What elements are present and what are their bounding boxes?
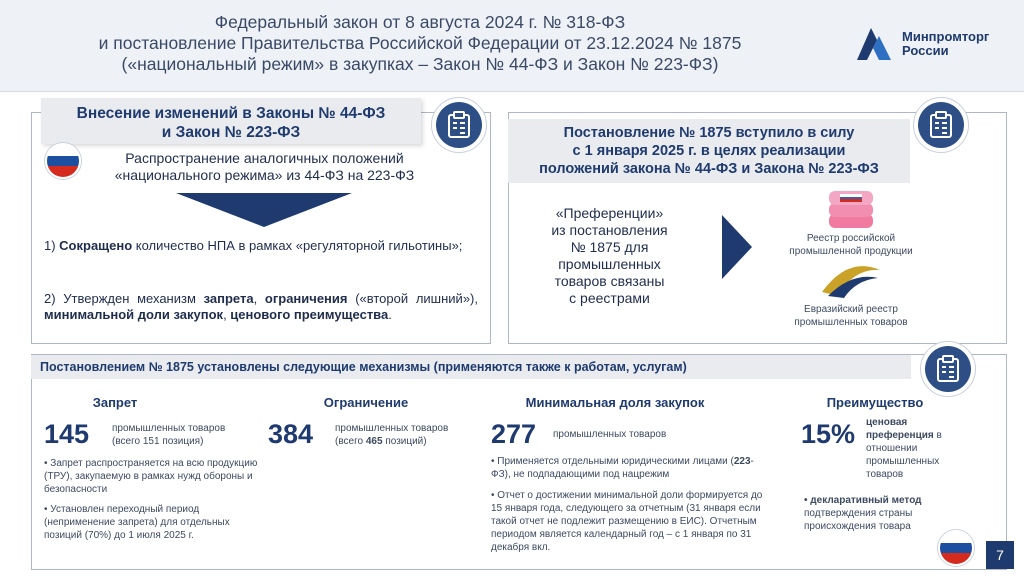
minimal-heading: Минимальная доля закупок (525, 395, 705, 410)
page-title (10, 12, 830, 75)
eaeu-emblem-icon (818, 262, 884, 300)
zapret-heading: Запрет (92, 395, 138, 410)
right-panel-badge (913, 97, 969, 153)
ogranichenie-heading: Ограничение (323, 395, 409, 410)
clipboard-icon (446, 111, 472, 139)
registry-russian-label: Реестр российской промышленной продукции (789, 233, 913, 257)
page-number: 7 (986, 541, 1014, 569)
logo-text: Минпромторг России (902, 29, 990, 58)
ogranichenie-number: 384 (268, 419, 314, 449)
minimal-bullet-1: • Применяется отдельными юридическими лицами (223-ФЗ), не подпадающими под нацрежим (491, 456, 754, 480)
list-item: 1) Сокращено количество НПА в рамках «регуляторной гильотины»; (44, 238, 463, 253)
preimushchestvo-heading: Преимущество (826, 395, 924, 410)
ogranichenie-description: промышленных товаров (всего 465 позиций) (335, 423, 449, 447)
down-arrow-icon (176, 193, 352, 227)
clipboard-icon (928, 111, 954, 139)
zapret-bullet-1: • Запрет распространяется на всю продукцию (ТРУ), закупаемую в рамках нужд обороны и безопасности (44, 458, 258, 495)
registry-stack-icon (826, 188, 876, 230)
left-panel-badge (431, 97, 487, 153)
preferences-text: «Преференции» из постановления № 1875 для промышленных товаров связаны с реестрами (551, 205, 668, 306)
title-line-1: Федеральный закон от 8 августа 2024 г. № 318-ФЗ (214, 12, 626, 32)
right-panel-title: Постановление № 1875 вступило в силу с 1 января 2025 г. в целях реализации положений закона № 44-ФЗ и Закона № 223-ФЗ (539, 125, 879, 177)
zapret-bullet-2: • Установлен переходный период (неприменение запрета) для отдельных позиций (70%) до 1 июля 2025 г. (44, 504, 230, 541)
chevron-right-icon (722, 215, 752, 279)
minimal-bullet-2: • Отчет о достижении минимальной доли формируется до 15 января года, следующего за отчетным (31 января если такой отчет не подлежит размещению в ЕИС). Отчетным периодом является календарный год – с 1 января по 31 декабря вкл. (491, 490, 763, 553)
list-item: 2) Утвержден механизм запрета, ограничения («второй лишний»), минимальной доли закупок, ценового преимущества. (44, 291, 478, 322)
left-panel-subtitle: Распространение аналогичных положений «национального режима» из 44-ФЗ на 223-ФЗ (114, 150, 415, 183)
mechanisms-title: Постановлением № 1875 установлены следующие механизмы (применяются также к работам, услугам) (40, 360, 687, 374)
minpromtorg-logo-icon (853, 26, 893, 62)
zapret-number: 145 (44, 419, 90, 449)
russia-flag-icon (938, 530, 974, 566)
minimal-number: 277 (491, 419, 537, 449)
preimushchestvo-description: ценовая преференция в отношении промышленных товаров (866, 417, 942, 480)
title-line-2: и постановление Правительства Российской Федерации от 23.12.2024 № 1875 (98, 33, 742, 53)
clipboard-icon (935, 355, 961, 383)
registry-eaeu-label: Евразийский реестр промышленных товаров (794, 304, 908, 328)
left-panel-title: Внесение изменений в Законы № 44-ФЗ и Закон № 223-ФЗ (76, 105, 386, 141)
preimushchestvo-bullet: • декларативный метод подтверждения страны происхождения товара (804, 495, 922, 532)
title-line-3: («национальный режим» в закупках – Закон № 44-ФЗ и Закон № 223-ФЗ) (121, 54, 719, 74)
preimushchestvo-number: 15% (801, 419, 856, 449)
mechanisms-badge (920, 341, 976, 397)
minimal-description: промышленных товаров (553, 429, 667, 440)
russia-flag-icon (45, 143, 81, 179)
zapret-description: промышленных товаров (всего 151 позиция) (112, 423, 226, 447)
